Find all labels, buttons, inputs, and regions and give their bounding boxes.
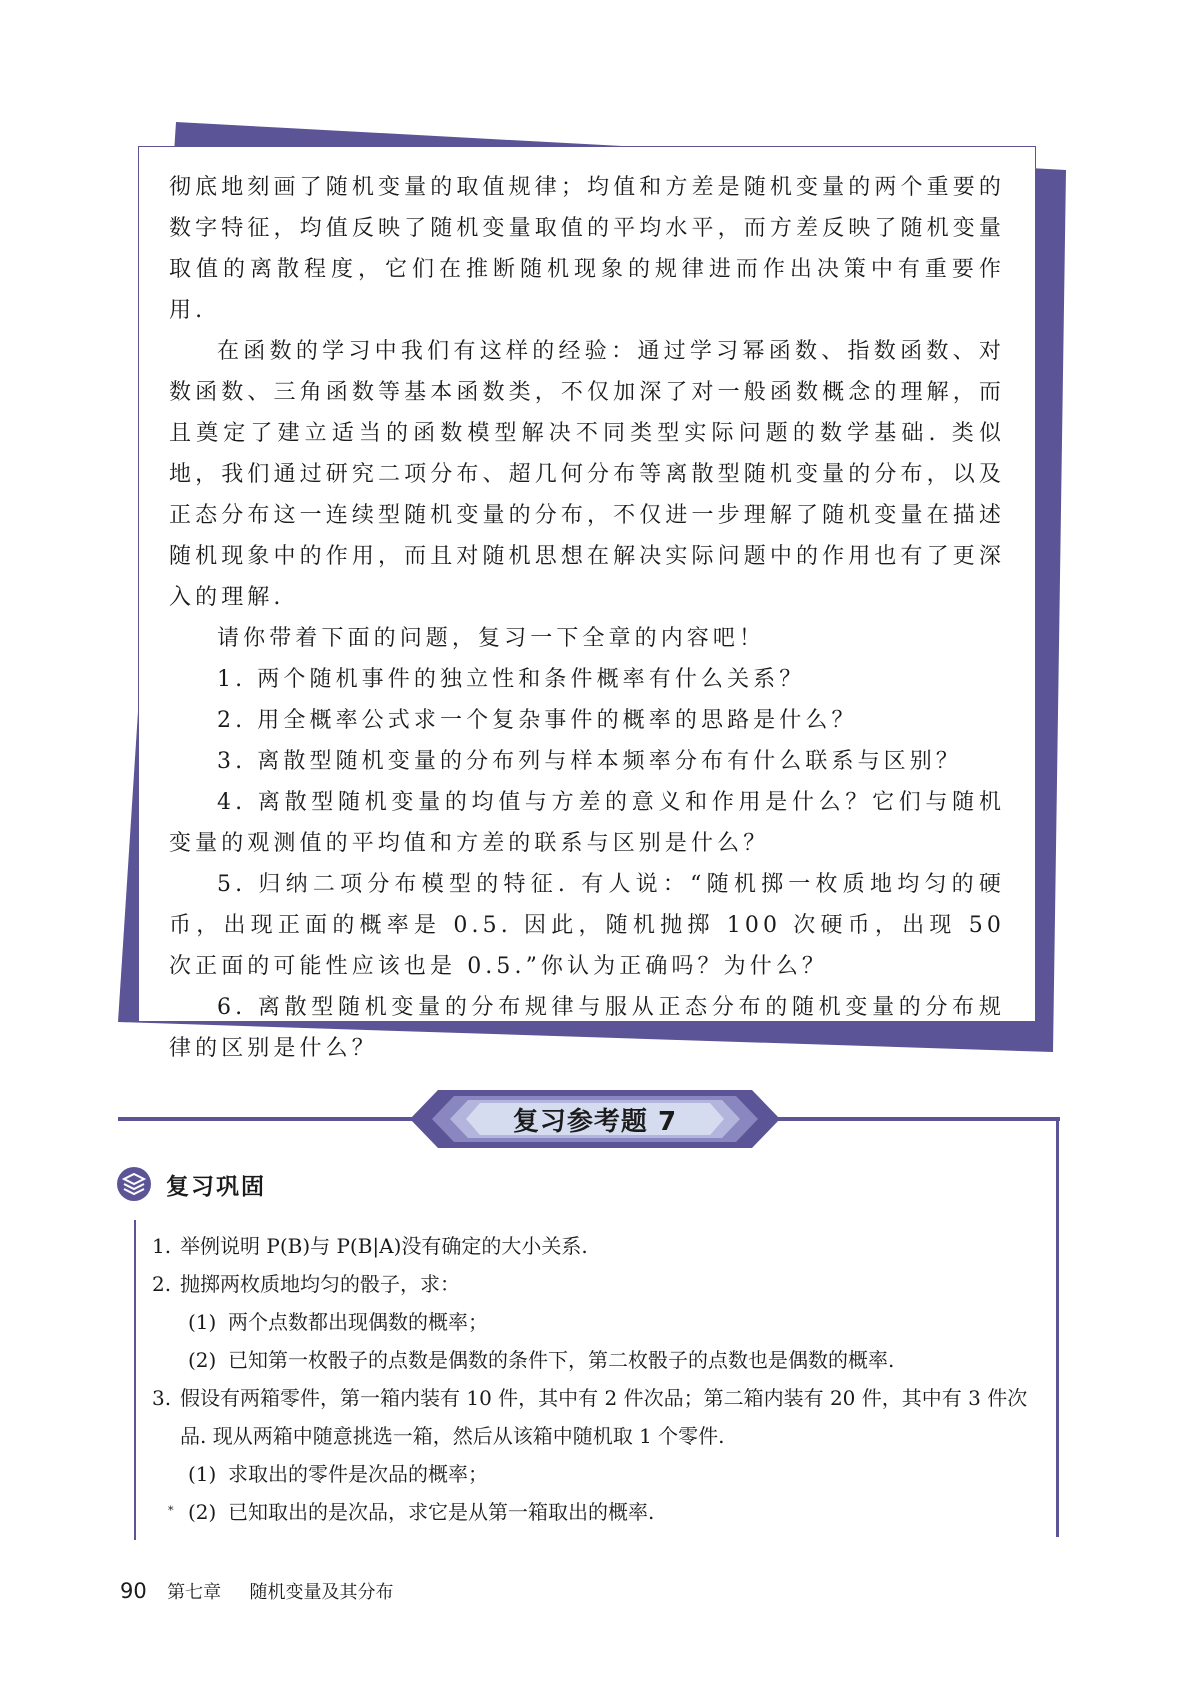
exercise-number: 3. [152, 1386, 172, 1410]
exercise-3-continued [152, 1422, 1052, 1450]
exercise-text: 假设有两箱零件，第一箱内装有 10 件，其中有 2 件次品；第二箱内装有 20 件，其中有 3 件次 [180, 1386, 1028, 1410]
exercise-number: (1) [188, 1462, 217, 1486]
exercise-number: (2) [188, 1348, 217, 1372]
review-question-5: 5. 归纳二项分布模型的特征. 有人说：“随机掷一枚质地均匀的硬币，出现正面的概率是 0.5. 因此，随机抛掷 100 次硬币，出现 50 次正面的可能性应该也是 0.5.”你认为正确吗？为什么？ [169, 872, 1005, 979]
exercise-number: (1) [188, 1310, 217, 1334]
exercise-text: 求取出的零件是次品的概率； [228, 1462, 488, 1486]
exercise-text: 抛掷两枚质地均匀的骰子，求： [180, 1272, 460, 1296]
exercise-text: 两个点数都出现偶数的概率； [228, 1310, 488, 1334]
review-question-6: 6. 离散型随机变量的分布规律与服从正态分布的随机变量的分布规律的区别是什么？ [169, 995, 1005, 1061]
exercise-1 [152, 1232, 1052, 1260]
review-question-3: 3. 离散型随机变量的分布列与样本频率分布有什么联系与区别？ [217, 749, 962, 774]
optional-star-mark: * [168, 1504, 174, 1517]
exercise-3-part-1 [188, 1460, 1088, 1488]
section-rule-left [118, 1117, 438, 1121]
exercise-text: 已知第一枚骰子的点数是偶数的条件下，第二枚骰子的点数也是偶数的概率. [228, 1348, 895, 1372]
exercise-3-part-2 [188, 1498, 1088, 1526]
subsection-title: 复习巩固 [166, 1174, 266, 1200]
section-border-left [134, 1220, 136, 1540]
stacked-layers-icon [116, 1166, 152, 1202]
summary-paragraph-2: 在函数的学习中我们有这样的经验：通过学习幂函数、指数函数、对数函数、三角函数等基本函数类，不仅加深了对一般函数概念的理解，而且奠定了建立适当的函数模型解决不同类型实际问题的数学基础. 类似地，我们通过研究二项分布、超几何分布等离散型随机变量的分布，以及正态分布这一连续型随机变量的分布，不仅进一步理解了随机变量在描述随机现象中的作用，而且对随机思想在解决实际问题中的作用也有了更深入的理解. [169, 339, 1005, 610]
exercise-2-part-1 [188, 1308, 1088, 1336]
exercise-number: (2) [188, 1500, 217, 1524]
exercise-number: 1. [152, 1234, 172, 1258]
chapter-title: 随机变量及其分布 [249, 1582, 394, 1603]
review-question-2: 2. 用全概率公式求一个复杂事件的概率的思路是什么？ [217, 708, 858, 733]
chapter-label: 第七章 [167, 1582, 222, 1603]
exercise-2-part-2 [188, 1346, 1088, 1374]
exercise-3 [152, 1384, 1052, 1412]
page-footer [120, 1578, 393, 1604]
exercise-2 [152, 1270, 1052, 1298]
section-banner [410, 1090, 780, 1148]
summary-paragraph-3: 请你带着下面的问题，复习一下全章的内容吧！ [217, 626, 766, 651]
page-number: 90 [120, 1579, 147, 1603]
section-title: 复习参考题 7 [512, 1106, 678, 1137]
exercise-text: 举例说明 P(B)与 P(B|A)没有确定的大小关系. [180, 1234, 588, 1258]
section-rule-right [762, 1117, 1060, 1121]
review-question-1: 1. 两个随机事件的独立性和条件概率有什么关系？ [217, 667, 806, 692]
summary-paragraph-1: 彻底地刻画了随机变量的取值规律；均值和方差是随机变量的两个重要的数字特征，均值反映了随机变量取值的平均水平，而方差反映了随机变量取值的离散程度，它们在推断随机现象的规律进而作出决策中有重要作用. [169, 175, 1005, 323]
exercise-number: 2. [152, 1272, 172, 1296]
summary-card [138, 146, 1036, 1061]
review-question-4: 4. 离散型随机变量的均值与方差的意义和作用是什么？它们与随机变量的观测值的平均值和方差的联系与区别是什么？ [169, 790, 1005, 856]
exercise-text: 品. 现从两箱中随意挑选一箱，然后从该箱中随机取 1 个零件. [180, 1424, 725, 1448]
exercise-text: 已知取出的是次品，求它是从第一箱取出的概率. [228, 1500, 655, 1524]
